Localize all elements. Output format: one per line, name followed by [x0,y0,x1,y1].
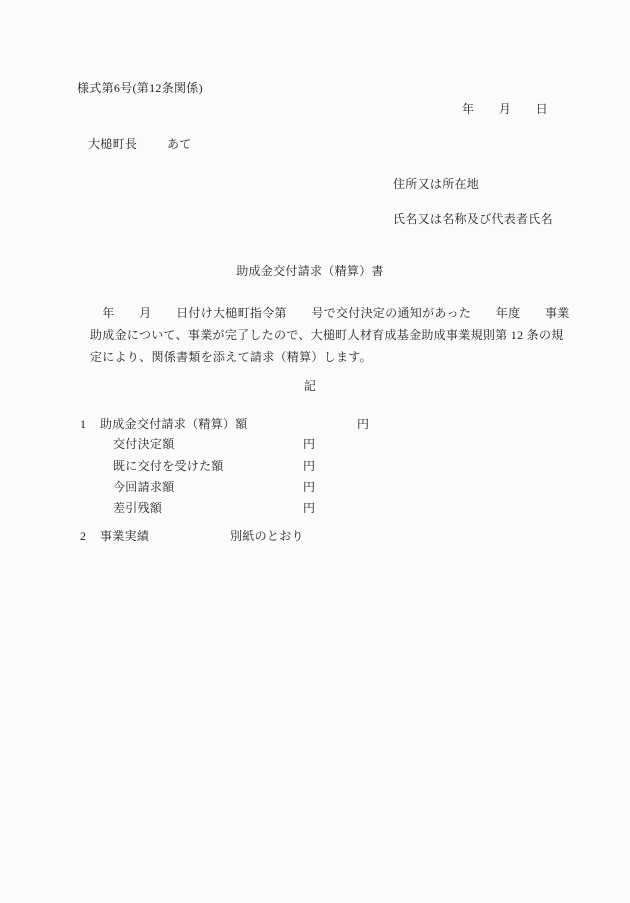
body-paragraph-line-3: 定により、関係書類を添えて請求（精算）します。 [90,350,372,364]
item-1-label: 助成金交付請求（精算）額 [100,417,248,431]
date-line: 年 月 日 [462,102,549,116]
address-label: 住所又は所在地 [393,177,480,191]
item-2-value: 別紙のとおり [230,529,304,543]
ki-heading: 記 [303,379,317,393]
sub-item-label: 今回請求額 [113,480,175,494]
sub-item-row-kofu-kettei [0,437,630,452]
item-1-row [0,417,630,432]
body-paragraph-line-2: 助成金について、事業が完了したので、大槌町人材育成基金助成事業規則第 12 条の規 [90,328,564,342]
document-title: 助成金交付請求（精算）書 [236,264,384,278]
sub-item-unit-yen: 円 [303,501,316,515]
sub-item-row-sashihiki-zangaku [0,501,630,516]
sub-item-row-konkai-seikyu [0,480,630,495]
item-2-number: 2 [80,529,87,543]
sub-item-unit-yen: 円 [303,459,316,473]
form-number: 様式第6号(第12条関係) [77,81,203,95]
body-paragraph-line-1: 年 月 日付け大槌町指令第 号で交付決定の通知があった 年度 事業 [90,306,570,320]
addressee: 大槌町長 [88,137,138,151]
item-1-number: 1 [80,417,87,431]
addressee-suffix: あて [167,137,192,151]
item-2-row [0,529,630,544]
sub-item-label: 差引残額 [113,501,163,515]
name-label: 氏名又は名称及び代表者氏名 [393,212,553,226]
item-2-label: 事業実績 [100,529,150,543]
sub-item-unit-yen: 円 [303,480,316,494]
addressee-line [0,137,630,152]
sub-item-label: 既に交付を受けた額 [113,459,224,473]
sub-item-unit-yen: 円 [303,437,316,451]
sub-item-label: 交付決定額 [113,437,175,451]
sub-item-row-sudeni-kofu [0,459,630,474]
item-1-unit-yen: 円 [357,417,370,431]
